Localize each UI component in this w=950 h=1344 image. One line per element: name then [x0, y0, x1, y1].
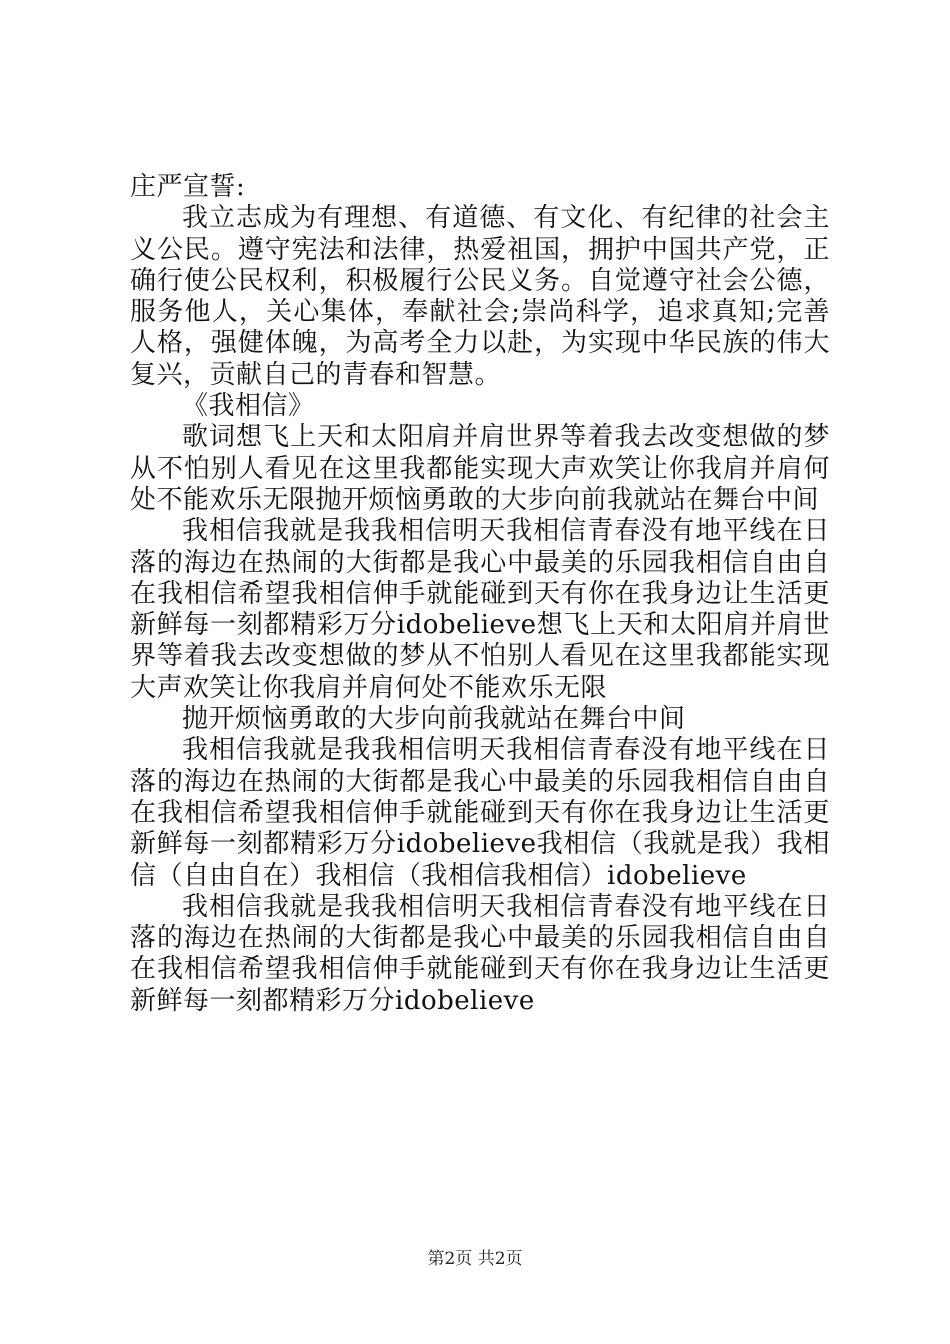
- lyrics-paragraph-4: 我相信我就是我我相信明天我相信青春没有地平线在日落的海边在热闹的大街都是我心中最美的乐园我相信自由自在我相信希望我相信伸手就能碰到天有你在我身边让生活更新鲜每一刻都精彩万分idobelieve我相信（我就是我）我相信（自由自在）我相信（我相信我相信）idobelieve: [130, 735, 830, 891]
- lyrics-paragraph-5: 我相信我就是我我相信明天我相信青春没有地平线在日落的海边在热闹的大街都是我心中最美的乐园我相信自由自在我相信希望我相信伸手就能碰到天有你在我身边让生活更新鲜每一刻都精彩万分idobelieve: [130, 891, 830, 1016]
- song-title: 《我相信》: [182, 391, 315, 422]
- lyrics-paragraph-3: 抛开烦恼勇敢的大步向前我就站在舞台中间: [182, 704, 686, 735]
- lyrics-paragraph-2: 我相信我就是我我相信明天我相信青春没有地平线在日落的海边在热闹的大街都是我心中最美的乐园我相信自由自在我相信希望我相信伸手就能碰到天有你在我身边让生活更新鲜每一刻都精彩万分idobelieve想飞上天和太阳肩并肩世界等着我去改变想做的梦从不怕别人看见在这里我都能实现大声欢笑让你我肩并肩何处不能欢乐无限: [130, 516, 830, 703]
- document-body: [130, 172, 830, 1017]
- oath-paragraph: 我立志成为有理想、有道德、有文化、有纪律的社会主义公民。遵守宪法和法律，热爱祖国，拥护中国共产党，正确行使公民权利，积极履行公民义务。自觉遵守社会公德，服务他人，关心集体，奉献社会;崇尚科学，追求真知;完善人格，强健体魄，为高考全力以赴，为实现中华民族的伟大复兴，贡献自己的青春和智慧。: [130, 203, 830, 390]
- oath-heading: 庄严宣誓:: [130, 172, 246, 202]
- lyrics-paragraph-1: 歌词想飞上天和太阳肩并肩世界等着我去改变想做的梦从不怕别人看见在这里我都能实现大声欢笑让你我肩并肩何处不能欢乐无限抛开烦恼勇敢的大步向前我就站在舞台中间: [130, 422, 830, 515]
- page-number-footer: 第2页 共2页: [427, 1249, 523, 1269]
